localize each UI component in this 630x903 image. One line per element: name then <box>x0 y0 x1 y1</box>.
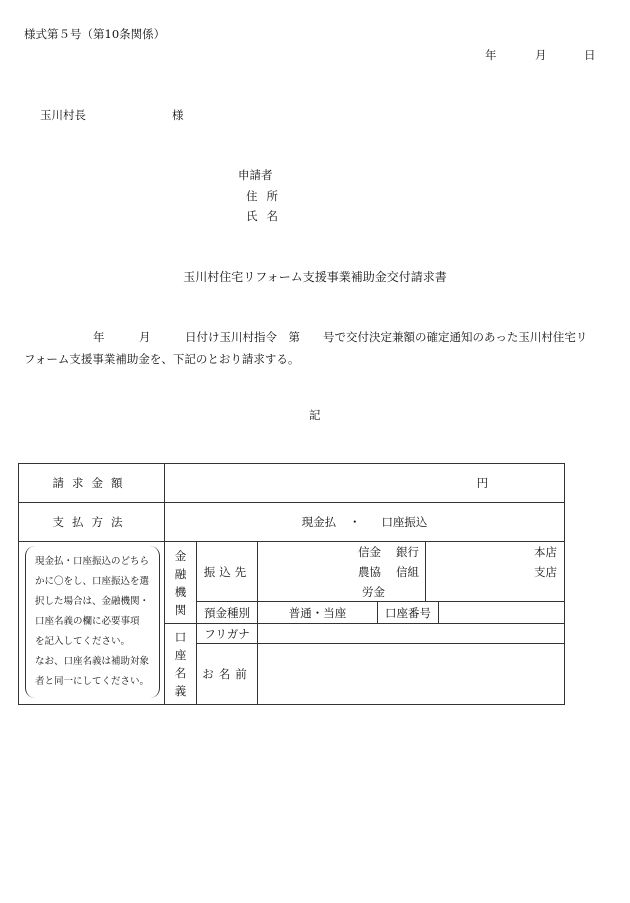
payment-label-cell <box>19 503 165 542</box>
holder-name-field[interactable] <box>258 644 565 705</box>
date-month: 月 <box>535 48 547 62</box>
deposit-type-value[interactable]: 普通・当座 <box>258 602 378 624</box>
note-line: 現金払・口座振込のどちら <box>35 556 150 567</box>
transfer-to-label-cell <box>197 542 258 602</box>
bank-type-shinkin: 信金 <box>358 544 381 559</box>
transfer-to-label: 振込先 <box>203 564 251 579</box>
account-number-label: 口座番号 <box>378 602 439 623</box>
addressee-honorific: 様 <box>172 108 184 122</box>
holder-name-label-cell <box>197 644 258 705</box>
payment-separator: ・ <box>349 515 361 529</box>
note-line: なお、口座名義は補助対象 <box>35 656 150 667</box>
payment-option-transfer[interactable]: 口座振込 <box>381 515 428 529</box>
note-line: 口座名義の欄に必要事項 <box>35 616 140 627</box>
payment-label: 支払方法 <box>52 515 131 529</box>
note-line: 択した場合は、金融機関・ <box>35 596 150 607</box>
furigana-field[interactable] <box>258 624 565 644</box>
request-form-table <box>18 463 565 705</box>
amount-label: 請求金額 <box>52 476 131 490</box>
applicant-label: 申請者 <box>238 168 273 182</box>
addressee-name: 玉川村長 <box>40 108 86 122</box>
payment-method-cell <box>165 503 565 542</box>
name-label: 氏名 <box>246 209 287 223</box>
account-number-cell <box>378 602 565 624</box>
bank-type-rokin: 労金 <box>362 584 385 599</box>
date-year: 年 <box>485 48 497 62</box>
ki-heading: 記 <box>309 408 321 422</box>
branch-name-field[interactable] <box>426 542 565 602</box>
amount-label-cell <box>19 464 165 503</box>
holder-name-label: お名前 <box>202 667 252 681</box>
bank-type-nokyo: 農協 <box>358 564 381 579</box>
branch-sub: 支店 <box>534 564 557 579</box>
body-line-1: 年 月 日付け玉川村指令 第 号で交付決定兼額の確定通知のあった玉川村住宅リ <box>24 330 588 344</box>
bank-name-field[interactable] <box>258 542 426 602</box>
note-cell <box>19 542 165 705</box>
bank-type-ginko: 銀行 <box>396 544 419 559</box>
bank-type-shinkumi: 信組 <box>396 564 419 579</box>
note-line: かに〇をし、口座振込を選 <box>35 576 150 587</box>
account-number-field[interactable] <box>439 602 564 623</box>
date-day: 日 <box>584 48 596 62</box>
request-body <box>24 326 608 370</box>
deposit-type-label: 預金種別 <box>197 602 258 624</box>
amount-field[interactable] <box>165 464 565 503</box>
address-label: 住所 <box>246 189 287 203</box>
payment-note <box>25 546 160 698</box>
body-line-2: フォーム支援事業補助金を、下記のとおり請求する。 <box>24 352 300 366</box>
bank-vertical-label: 金 融 機 関 <box>165 542 197 624</box>
holder-vertical-label: 口 座 名 義 <box>165 624 197 705</box>
note-line: を記入してください。 <box>35 636 131 647</box>
document-title: 玉川村住宅リフォーム支援事業補助金交付請求書 <box>183 270 447 284</box>
note-line: 者と同一にしてください。 <box>35 676 150 687</box>
amount-unit: 円 <box>476 476 489 490</box>
payment-option-cash[interactable]: 現金払 <box>301 515 337 529</box>
furigana-label: フリガナ <box>197 624 258 644</box>
form-number: 様式第５号（第10条関係） <box>24 27 166 41</box>
branch-main: 本店 <box>534 544 557 559</box>
